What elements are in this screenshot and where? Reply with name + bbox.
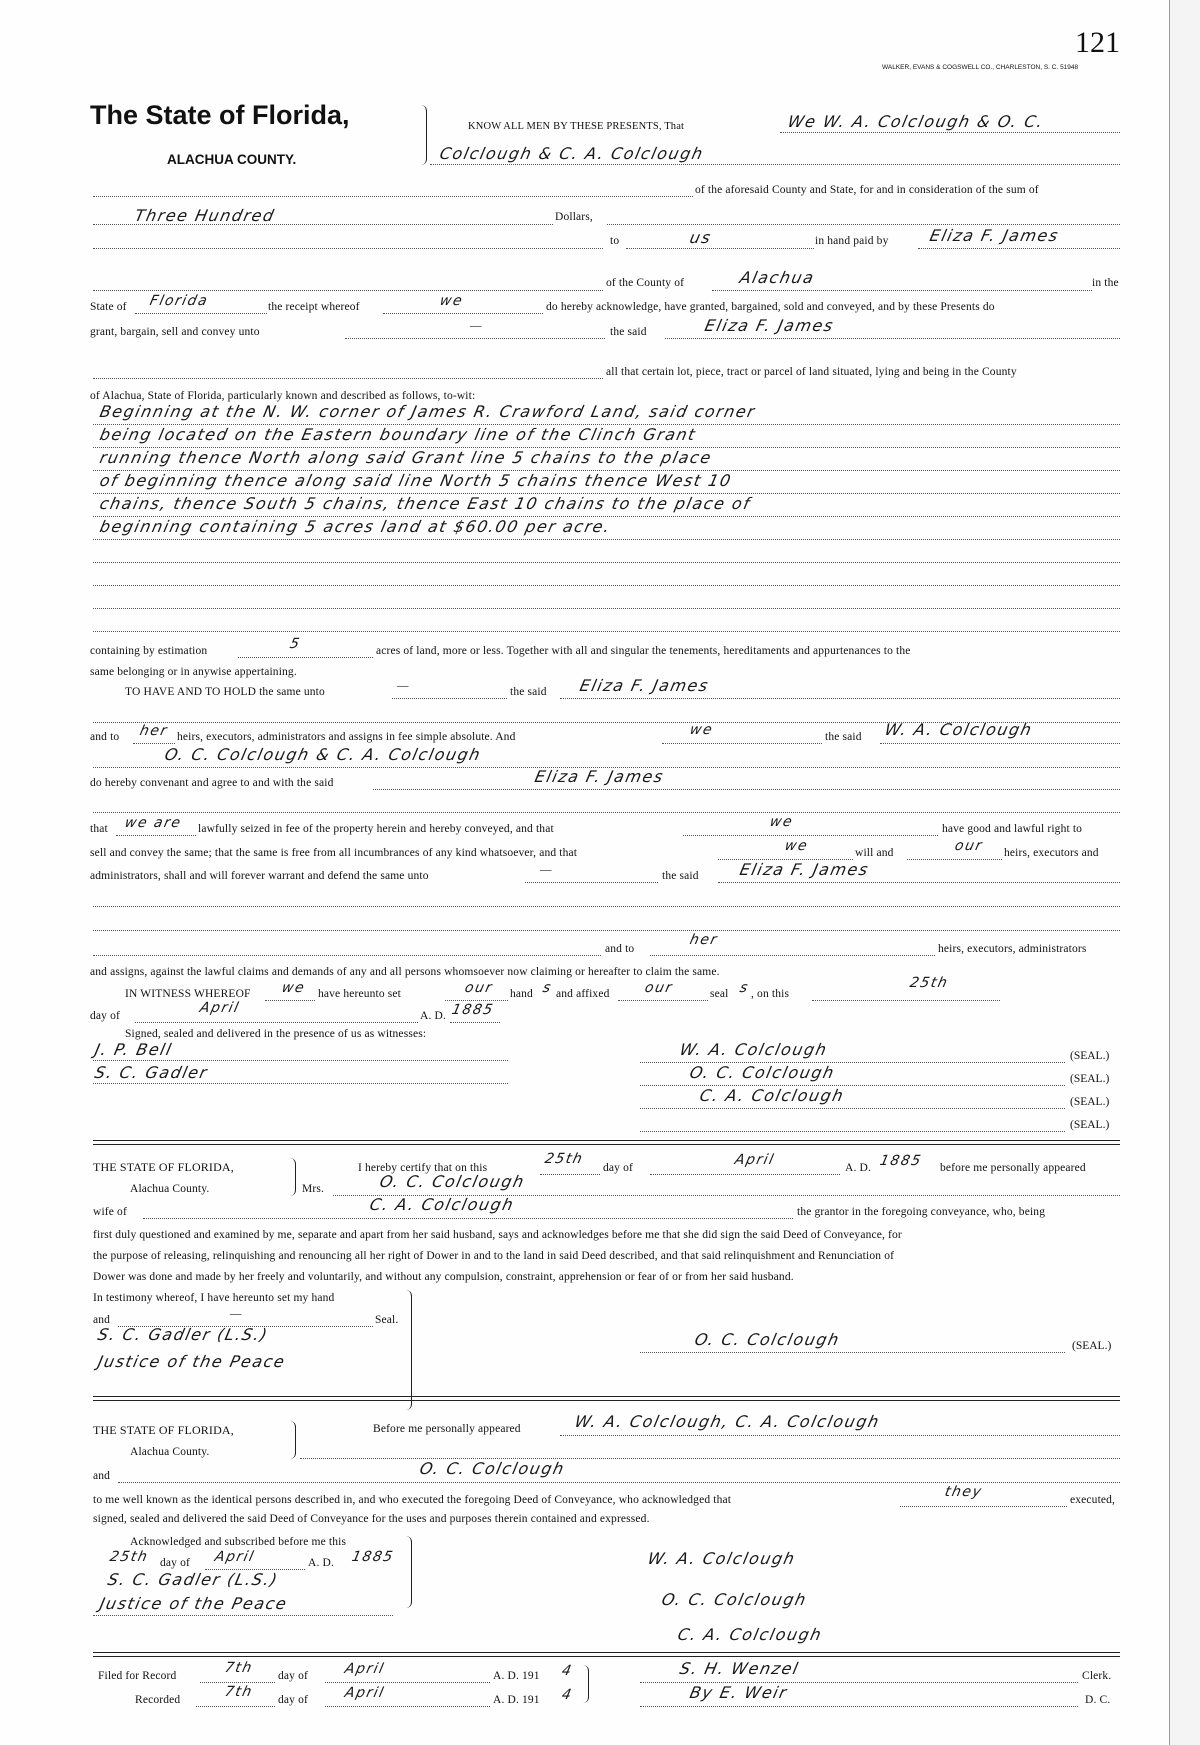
to-label: to	[610, 235, 620, 247]
dotline	[626, 248, 814, 249]
printer-imprint: WALKER, EVANS & COGSWELL CO., CHARLESTON, S. C. 51948	[882, 64, 1079, 71]
recorded-day: 7th	[223, 1684, 255, 1700]
ack2-names-1: W. A. Colclough, C. A. Colclough	[572, 1412, 882, 1431]
section-rule	[93, 1396, 1120, 1401]
filed-day-of: day of	[278, 1670, 308, 1682]
dotline	[325, 1682, 490, 1683]
dotline	[93, 608, 1120, 609]
dotline	[445, 1000, 508, 1001]
and-to-label: and to	[90, 731, 120, 743]
of-alachua-text: of Alachua, State of Florida, particularly known and described as follows, to-wit:	[90, 390, 476, 402]
witness-month: April	[198, 1000, 242, 1016]
description-line: of beginning thence along said line North 5 chains thence West 10	[97, 471, 734, 490]
ack2-signature: C. A. Colclough	[675, 1625, 825, 1644]
ack2-officer-title: Justice of the Peace	[97, 1594, 290, 1613]
dotline	[525, 882, 658, 883]
and-who: we	[688, 722, 715, 738]
dotline	[200, 1682, 275, 1683]
dotline	[900, 1506, 1067, 1507]
dotline	[907, 859, 1002, 860]
heirs-exec-2-text: heirs, executors and	[1004, 847, 1099, 859]
and-affixed-label: and affixed	[556, 988, 610, 1000]
ack2-county: Alachua County.	[130, 1446, 210, 1458]
grantors-line-1: We W. A. Colclough & O. C.	[785, 112, 1046, 131]
state-of-label: State of	[90, 301, 127, 313]
dotline	[93, 1083, 508, 1084]
dash-mark: —	[470, 320, 482, 332]
ack1-county: Alachua County.	[130, 1183, 210, 1195]
and-assigns-text: and assigns, against the lawful claims and demands of any and all persons whomsoever now claiming or hereafter to claim the same.	[90, 966, 720, 978]
ack1-month: April	[733, 1152, 777, 1168]
ack1-seal-label: Seal.	[375, 1314, 399, 1326]
ack1-certify: I hereby certify that on this	[358, 1162, 488, 1174]
dotline	[392, 698, 507, 699]
grant-convey-label: grant, bargain, sell and convey unto	[90, 326, 260, 338]
hand-suffix: s	[541, 980, 554, 996]
ack1-testimony: In testimony whereof, I have hereunto set my hand	[93, 1292, 335, 1304]
ack2-day: 25th	[108, 1549, 150, 1565]
dotline	[650, 1174, 840, 1175]
in-witness-label: IN WITNESS WHEREOF	[125, 988, 251, 1000]
description-line: beginning containing 5 acres land at $60.00 per acre.	[97, 517, 613, 536]
dotline	[93, 906, 1120, 907]
acres-text: acres of land, more or less. Together with all and singular the tenements, hereditaments and appurtenances to the	[376, 645, 911, 657]
ack1-mrs-name: O. C. Colclough	[377, 1172, 527, 1191]
ack1-officer-brace	[403, 1290, 412, 1410]
sum-words: Three Hundred	[132, 206, 277, 225]
receipt-label: the receipt whereof	[268, 301, 360, 313]
witness-who: we	[280, 980, 307, 996]
dotline	[650, 955, 935, 956]
page-edge	[1169, 0, 1200, 1745]
dotline	[450, 1022, 500, 1023]
ack1-officer-title: Justice of the Peace	[95, 1352, 288, 1371]
section-rule	[93, 1140, 1120, 1145]
dotline	[265, 1000, 315, 1001]
and-to-2-label: and to	[605, 943, 635, 955]
dotline	[712, 290, 1092, 291]
grantor-name-2: O. C. Colclough & C. A. Colclough	[162, 745, 484, 764]
ack2-executed: executed,	[1070, 1494, 1116, 1506]
will-and-text: will and	[855, 847, 894, 859]
heirs-exec-admin-text: heirs, executors, administrators	[938, 943, 1087, 955]
grantor-signature: O. C. Colclough	[687, 1063, 837, 1082]
seal-mark: (SEAL.)	[1070, 1073, 1110, 1085]
our-value: our	[953, 838, 985, 854]
ack1-body-line: the purpose of releasing, relinquishing and renouncing all her right of Dower in and to the land in said Deed described, and that said relinquishment and Renunciation of	[93, 1250, 895, 1262]
ack2-known-text: to me well known as the identical persons described in, and who executed the foregoing Deed of Conveyance, who acknowledged that	[93, 1494, 732, 1506]
county-value: Alachua	[737, 268, 817, 287]
ack1-mrs-label: Mrs.	[302, 1183, 325, 1195]
filed-label: Filed for Record	[98, 1670, 177, 1682]
grantee-name-4: Eliza F. James	[532, 767, 666, 786]
ack1-wife-of: wife of	[93, 1206, 127, 1218]
dotline	[665, 338, 1120, 339]
dotline	[430, 164, 1120, 165]
state-value: Florida	[148, 293, 210, 309]
dotline	[662, 743, 822, 744]
grantee-name-3: Eliza F. James	[577, 676, 711, 695]
ack2-names-2: O. C. Colclough	[417, 1459, 567, 1478]
dotline	[93, 930, 1120, 931]
the-said-label: the said	[662, 870, 699, 882]
on-this-label: , on this	[751, 988, 790, 1000]
of-county-label: of the County of	[606, 277, 685, 289]
clerk-label: Clerk.	[1082, 1670, 1112, 1682]
ack2-brace	[287, 1421, 296, 1459]
ack2-month: April	[213, 1549, 257, 1565]
dotline	[133, 743, 175, 744]
dotline	[93, 631, 1120, 632]
section-rule	[93, 1652, 1120, 1657]
covenant-text: do hereby convenant and agree to and with the said	[90, 777, 334, 789]
dotline	[812, 1000, 1000, 1001]
dotline	[93, 248, 603, 249]
grantee-name-2: Eliza F. James	[702, 316, 836, 335]
dotline	[640, 1706, 1078, 1707]
hand-label: hand	[510, 988, 533, 1000]
filed-ad: A. D. 191	[493, 1670, 540, 1682]
do-hereby-text: do hereby acknowledge, have granted, bargained, sold and conveyed, and by these Presents do	[546, 301, 995, 313]
dotline	[93, 1060, 508, 1061]
county-title: ALACHUA COUNTY.	[167, 152, 297, 167]
dotline	[607, 224, 1120, 225]
our-hand-value: our	[463, 980, 495, 996]
the-said-label: the said	[510, 686, 547, 698]
dotline	[560, 698, 1120, 699]
dotline	[93, 224, 553, 225]
dotline	[560, 1435, 1120, 1436]
dotline	[143, 1218, 793, 1219]
heirs-who: her	[138, 723, 170, 739]
dotline	[135, 313, 267, 314]
grantor-signature: C. A. Colclough	[697, 1086, 847, 1105]
ack2-signature: W. A. Colclough	[645, 1549, 798, 1568]
dotline	[93, 378, 603, 379]
that-label: that	[90, 823, 108, 835]
description-line: Beginning at the N. W. corner of James R. Crawford Land, said corner	[97, 402, 758, 421]
ack2-signature: O. C. Colclough	[659, 1590, 809, 1609]
heirs-who-2: her	[688, 932, 720, 948]
to-have-label: TO HAVE AND TO HOLD the same unto	[125, 686, 325, 698]
header-brace	[418, 105, 427, 165]
dotline	[880, 743, 1120, 744]
dotline	[93, 955, 601, 956]
recorded-ad: A. D. 191	[493, 1694, 540, 1706]
dotline	[640, 1352, 1065, 1353]
aforesaid-text: of the aforesaid County and State, for and in consideration of the sum of	[695, 184, 1039, 196]
ack2-and: and	[93, 1470, 111, 1482]
ack2-officer-brace	[403, 1536, 412, 1608]
dotline	[345, 338, 605, 339]
dotline	[640, 1108, 1065, 1109]
ack1-husband: C. A. Colclough	[367, 1195, 517, 1214]
ack2-officer: S. C. Gadler (L.S.)	[105, 1570, 281, 1589]
dash-mark: —	[540, 864, 552, 876]
ack1-state: THE STATE OF FLORIDA,	[93, 1160, 234, 1174]
that-who: we	[768, 814, 795, 830]
dotline	[93, 539, 1120, 540]
ack2-day-of: day of	[160, 1557, 190, 1569]
all-that-text: all that certain lot, piece, tract or parcel of land situated, lying and being in the County	[606, 366, 1017, 378]
dollars-label: Dollars,	[555, 211, 593, 223]
have-good-text: have good and lawful right to	[942, 823, 1083, 835]
the-said-label: the said	[610, 326, 647, 338]
grantee-name-5: Eliza F. James	[737, 860, 871, 879]
ack1-before-me: before me personally appeared	[940, 1162, 1086, 1174]
description-line: running thence North along said Grant line 5 chains to the place	[97, 448, 714, 467]
ack1-day: 25th	[543, 1151, 585, 1167]
dotline	[918, 248, 1120, 249]
in-the-label: in the	[1092, 277, 1119, 289]
dotline	[540, 1174, 600, 1175]
dotline	[238, 657, 373, 658]
ack1-and: and	[93, 1314, 111, 1326]
dotline	[383, 313, 543, 314]
dotline	[93, 562, 1120, 563]
acres-value: 5	[288, 636, 303, 652]
witness-year: 1885	[450, 1002, 496, 1018]
receipt-who: we	[438, 293, 465, 309]
ack1-officer: S. C. Gadler (L.S.)	[95, 1325, 271, 1344]
filed-month: April	[343, 1661, 387, 1677]
dotline	[780, 132, 1120, 133]
to-value: us	[687, 228, 714, 247]
witness-signature: J. P. Bell	[92, 1040, 175, 1059]
ack1-body-line: first duly questioned and examined by me, separate and apart from her said husband, says and acknowledges before me that she did sign the said Deed of Conveyance, for	[93, 1229, 902, 1241]
dash-mark: —	[230, 1308, 242, 1320]
dotline	[196, 1706, 275, 1707]
ack2-year: 1885	[350, 1549, 396, 1565]
dotline	[135, 1022, 418, 1023]
dotline	[116, 835, 196, 836]
dotline	[718, 882, 1120, 883]
state-title: The State of Florida,	[90, 100, 350, 130]
day-of-label: day of	[90, 1010, 120, 1022]
will-who: we	[783, 838, 810, 854]
ad-label: A. D.	[420, 1010, 446, 1022]
ack1-ad: A. D.	[845, 1162, 871, 1174]
recorded-day-of: day of	[278, 1694, 308, 1706]
the-said-label: the said	[825, 731, 862, 743]
filed-day: 7th	[223, 1660, 255, 1676]
dotline	[93, 585, 1120, 586]
intro-text: KNOW ALL MEN BY THESE PRESENTS, That	[468, 121, 685, 132]
ack1-brace	[287, 1158, 296, 1196]
seal-mark: (SEAL.)	[1070, 1119, 1110, 1131]
dotline	[640, 1131, 1065, 1132]
deputy-signature: By E. Weir	[687, 1683, 790, 1702]
page-number: 121	[1075, 26, 1120, 59]
grantors-line-2: Colclough & C. A. Colclough	[437, 144, 706, 163]
ack2-ad: A. D.	[308, 1557, 334, 1569]
are-value: we are	[123, 815, 184, 831]
dotline	[618, 1000, 708, 1001]
dotline	[118, 1482, 1120, 1483]
clerk-signature: S. H. Wenzel	[677, 1659, 802, 1678]
our-seal-value: our	[643, 980, 675, 996]
lawfully-text: lawfully seized in fee of the property herein and hereby conveyed, and that	[198, 823, 554, 835]
seal-label: seal	[710, 988, 729, 1000]
administrators-text: administrators, shall and will forever warrant and defend the same unto	[90, 870, 429, 882]
seal-mark: (SEAL.)	[1070, 1050, 1110, 1062]
recorded-month: April	[343, 1685, 387, 1701]
grantee-name: Eliza F. James	[927, 226, 1061, 245]
sell-convey-text: sell and convey the same; that the same is free from all incumbrances of any kind whatsoever, and that	[90, 847, 578, 859]
witness-day: 25th	[908, 975, 950, 991]
recorded-year-digit: 4	[560, 1687, 575, 1703]
filed-year-digit: 4	[560, 1663, 575, 1679]
witness-signature: S. C. Gadler	[92, 1063, 210, 1082]
ack2-signed-delivered: signed, sealed and delivered the said Deed of Conveyance for the uses and purposes therein contained and expressed.	[93, 1513, 650, 1525]
grantor-name-1: W. A. Colclough	[882, 720, 1035, 739]
signed-sealed-text: Signed, sealed and delivered in the presence of us as witnesses:	[125, 1028, 427, 1040]
grantor-signature: W. A. Colclough	[677, 1040, 830, 1059]
dash-mark: —	[397, 680, 409, 692]
ack1-grantor-text: the grantor in the foregoing conveyance, who, being	[797, 1206, 1046, 1218]
ack1-year: 1885	[878, 1153, 924, 1169]
dotline	[93, 290, 603, 291]
dotline	[93, 812, 1120, 813]
dotline	[93, 196, 693, 197]
ack2-state: THE STATE OF FLORIDA,	[93, 1423, 234, 1437]
ack2-before: Before me personally appeared	[373, 1423, 521, 1435]
ack2-acknowledged: Acknowledged and subscribed before me this	[130, 1536, 347, 1548]
in-hand-paid-label: in hand paid by	[815, 235, 889, 247]
description-line: being located on the Eastern boundary line of the Clinch Grant	[97, 425, 699, 444]
filing-brace	[580, 1665, 589, 1703]
seal-suffix: s	[738, 980, 751, 996]
dotline	[373, 789, 1120, 790]
containing-label: containing by estimation	[90, 645, 208, 657]
dotline	[93, 1615, 393, 1616]
dotline	[325, 1706, 490, 1707]
seal-mark: (SEAL.)	[1072, 1340, 1112, 1352]
description-line: chains, thence South 5 chains, thence East 10 chains to the place of	[97, 494, 753, 513]
ack1-signer: O. C. Colclough	[692, 1330, 842, 1349]
seal-mark: (SEAL.)	[1070, 1096, 1110, 1108]
ack1-day-of: day of	[603, 1162, 633, 1174]
dc-label: D. C.	[1085, 1694, 1111, 1706]
same-belonging-text: same belonging or in anywise appertaining.	[90, 666, 297, 678]
have-hereunto-text: have hereunto set	[318, 988, 402, 1000]
ack2-they: they	[943, 1484, 984, 1500]
recorded-label: Recorded	[135, 1694, 181, 1706]
ack1-body-line: Dower was done and made by her freely and voluntarily, and without any compulsion, constraint, apprehension or fear of or from her said husband.	[93, 1271, 794, 1283]
heirs-exec-text: heirs, executors, administrators and assigns in fee simple absolute. And	[177, 731, 516, 743]
dotline	[683, 835, 938, 836]
